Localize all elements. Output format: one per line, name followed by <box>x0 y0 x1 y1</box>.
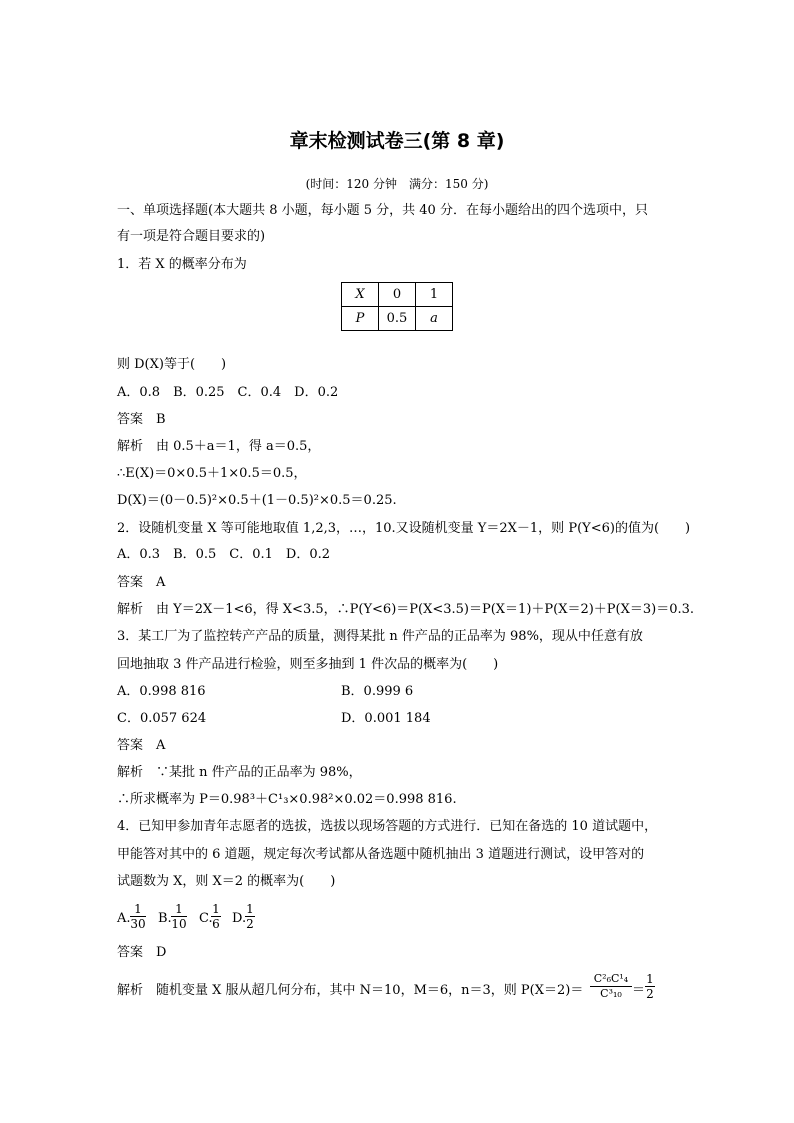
table-cell: 0.5 <box>379 307 416 331</box>
table-cell: X <box>342 283 379 307</box>
numerator: 1 <box>130 902 146 917</box>
q3-option-a: A．0.998 816 <box>117 684 206 699</box>
q4-option-a-fraction <box>130 902 146 931</box>
table-cell: a <box>416 307 453 331</box>
q4-option-d-fraction <box>245 902 255 931</box>
q3-option-d: D．0.001 184 <box>341 711 431 726</box>
exam-info: (时间：120 分钟 满分：150 分) <box>305 177 489 191</box>
q4-option-b-fraction <box>171 902 187 931</box>
q1-ask: 则 D(X)等于( ) <box>117 357 227 372</box>
q4-solution-result <box>645 972 655 1001</box>
numerator: 1 <box>212 902 220 916</box>
q1-solution-3: D(X)＝(0－0.5)²×0.5＋(1－0.5)²×0.5＝0.25. <box>117 493 397 508</box>
q3-stem-1: 3．某工厂为了监控转产产品的质量，测得某批 n 件产品的正品率为 98%，现从中任意有放 <box>117 629 643 644</box>
q3-option-c: C．0.057 624 <box>117 711 207 726</box>
q4-option-c-label: C. <box>199 911 213 926</box>
q1-options: A．0.8 B．0.25 C．0.4 D．0.2 <box>117 385 339 400</box>
denominator: 2 <box>646 987 654 1001</box>
q4-stem-1: 4．已知甲参加青年志愿者的选拔，选拔以现场答题的方式进行．已知在备选的 10 道试题中， <box>117 819 658 834</box>
denominator: 10 <box>171 917 187 931</box>
q1-stem: 1．若 X 的概率分布为 <box>117 257 247 272</box>
table-cell: 1 <box>416 283 453 307</box>
table-cell: 0 <box>379 283 416 307</box>
q4-answer: 答案 D <box>117 945 167 960</box>
q2-stem: 2．设随机变量 X 等可能地取值 1,2,3，…，10.又设随机变量 Y＝2X－1，则 P(Y<6)的值为( ) <box>117 521 691 536</box>
page-title: 章末检测试卷三(第 8 章) <box>289 130 505 152</box>
q3-option-b: B．0.999 6 <box>341 684 414 699</box>
q2-options: A．0.3 B．0.5 C．0.1 D．0.2 <box>117 547 331 562</box>
q3-solution-2: ∴所求概率为 P＝0.98³＋C¹₃×0.98²×0.02＝0.998 816. <box>117 792 457 807</box>
q4-stem-2: 甲能答对其中的 6 道题，规定每次考试都从备选题中随机抽出 3 道题进行测试，设甲答对的 <box>117 847 645 862</box>
numerator: C²₆C¹₄ <box>590 972 632 987</box>
section-heading-line1: 一、单项选择题(本大题共 8 小题，每小题 5 分，共 40 分．在每小题给出的四个选项中，只 <box>117 203 648 218</box>
denominator: 30 <box>130 917 146 931</box>
q4-option-b-label: B. <box>158 911 172 926</box>
section-heading-line2: 有一项是符合题目要求的) <box>117 229 266 244</box>
numerator: 1 <box>246 902 254 916</box>
q2-solution: 解析 由 Y＝2X－1<6，得 X<3.5，∴P(Y<6)＝P(X<3.5)＝P(X＝1)＋P(X＝2)＋P(X＝3)＝0.3. <box>117 602 695 617</box>
q4-stem-3: 试题数为 X，则 X＝2 的概率为( ) <box>117 874 336 889</box>
q4-option-c-fraction <box>211 902 221 931</box>
q3-stem-2: 回地抽取 3 件产品进行检验，则至多抽到 1 件次品的概率为( ) <box>117 657 499 672</box>
denominator: C³₁₀ <box>600 987 622 1000</box>
table-row <box>342 307 453 331</box>
q3-answer: 答案 A <box>117 738 166 753</box>
denominator: 6 <box>212 917 220 931</box>
q1-answer: 答案 B <box>117 412 166 427</box>
numerator: 1 <box>646 972 654 986</box>
q3-solution-1: 解析 ∵某批 n 件产品的正品率为 98%， <box>117 765 362 780</box>
q1-solution-2: ∴E(X)＝0×0.5＋1×0.5＝0.5， <box>117 466 307 481</box>
q4-solution-fraction <box>590 972 632 1001</box>
q4-solution: 解析 随机变量 X 服从超几何分布，其中 N＝10，M＝6，n＝3，则 P(X＝2)＝ <box>117 983 584 998</box>
numerator: 1 <box>171 902 187 917</box>
q2-answer: 答案 A <box>117 575 166 590</box>
q4-option-a-label: A. <box>117 911 131 926</box>
q1-solution-1: 解析 由 0.5＋a＝1，得 a＝0.5， <box>117 439 321 454</box>
q4-option-d-label: D. <box>232 911 247 926</box>
table-cell: P <box>342 307 379 331</box>
table-row <box>342 283 453 307</box>
denominator: 2 <box>246 917 254 931</box>
q4-solution-equals: ＝ <box>632 983 646 998</box>
probability-table <box>341 282 453 331</box>
